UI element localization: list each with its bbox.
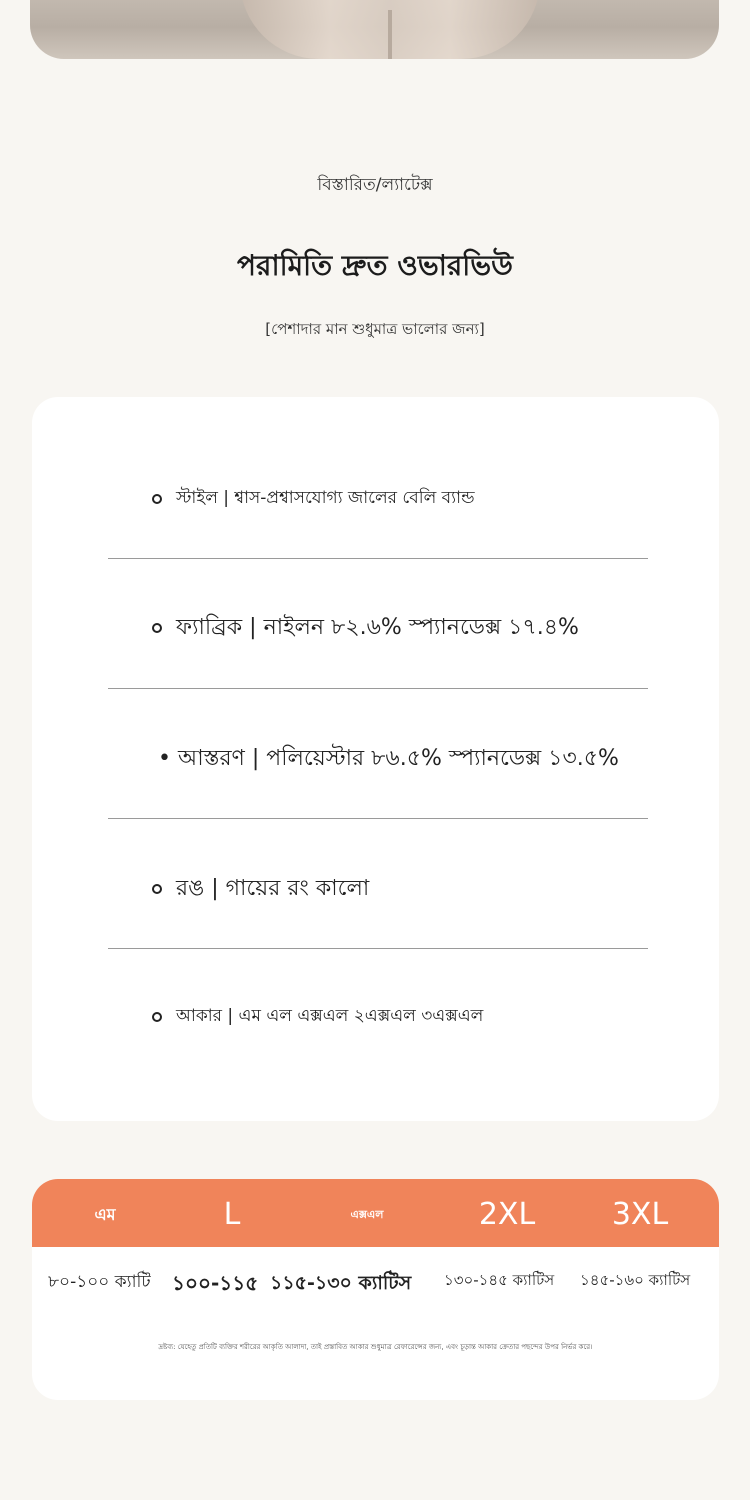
spec-style-label: স্টাইল | শ্বাস-প্রশ্বাসযোগ্য জালের বেলি ব্যান্ড — [176, 488, 475, 508]
size-value-2xl: ১৩০-১৪৫ ক্যাটিস — [444, 1271, 555, 1289]
size-value-3xl: ১৪৫-১৬০ ক্যাটিস — [580, 1271, 691, 1289]
product-photo — [30, 0, 719, 59]
spec-row-style — [108, 434, 648, 564]
size-value-xl: ১১৫-১৩০ ক্যাটিস — [270, 1272, 412, 1294]
spec-row-lining — [108, 694, 648, 824]
page-title: পরামিতি দ্রুত ওভারভিউ — [237, 249, 513, 282]
size-header-l: L — [223, 1197, 241, 1232]
divider — [108, 948, 648, 949]
page-subtitle: [পেশাদার মান শুধুমাত্র ভালোর জন্য] — [265, 320, 485, 338]
size-header-3xl: 3XL — [611, 1197, 669, 1232]
circle-bullet-icon — [152, 623, 162, 633]
size-value-l: ১০০-১১৫ — [172, 1271, 259, 1295]
size-header-m: এম — [94, 1205, 116, 1224]
size-header-2xl: 2XL — [478, 1197, 536, 1232]
size-value-m: ৮০-১০০ ক্যাটি — [48, 1272, 151, 1292]
circle-bullet-icon — [152, 1012, 162, 1022]
divider — [108, 688, 648, 689]
product-photo-shadow — [388, 10, 392, 59]
breadcrumb: বিস্তারিত/ল্যাটেক্স — [317, 175, 433, 195]
size-note: দ্রষ্টব্য: যেহেতু প্রতিটি ব্যক্তির শরীরের আকৃতি আলাদা, তাই প্রস্তাবিত আকার শুধুমাত্র রেফারেন্সের জন্য, এবং চূড়ান্ত আকার ক্রেতার পছন্দের উপর নির্ভর করে। — [158, 1343, 593, 1351]
divider — [108, 558, 648, 559]
size-chart-card — [32, 1179, 719, 1400]
size-chart-header — [32, 1179, 719, 1247]
spec-row-color — [108, 824, 648, 954]
circle-bullet-icon — [152, 884, 162, 894]
spec-row-fabric — [108, 563, 648, 693]
circle-bullet-icon — [152, 494, 162, 504]
spec-row-size — [108, 952, 648, 1082]
spec-color-label: রঙ | গায়ের রং কালো — [176, 875, 370, 901]
spec-lining-label: • আস্তরণ | পলিয়েস্টার ৮৬.৫% স্প্যানডেক্স ১৩.৫% — [158, 745, 619, 771]
spec-size-label: আকার | এম এল এক্সএল ২এক্সএল ৩এক্সএল — [176, 1006, 484, 1026]
size-header-xl: এক্সএল — [350, 1208, 384, 1221]
spec-card — [32, 397, 719, 1121]
divider — [108, 818, 648, 819]
spec-fabric-label: ফ্যাব্রিক | নাইলন ৮২.৬% স্প্যানডেক্স ১৭.৪% — [176, 614, 579, 640]
